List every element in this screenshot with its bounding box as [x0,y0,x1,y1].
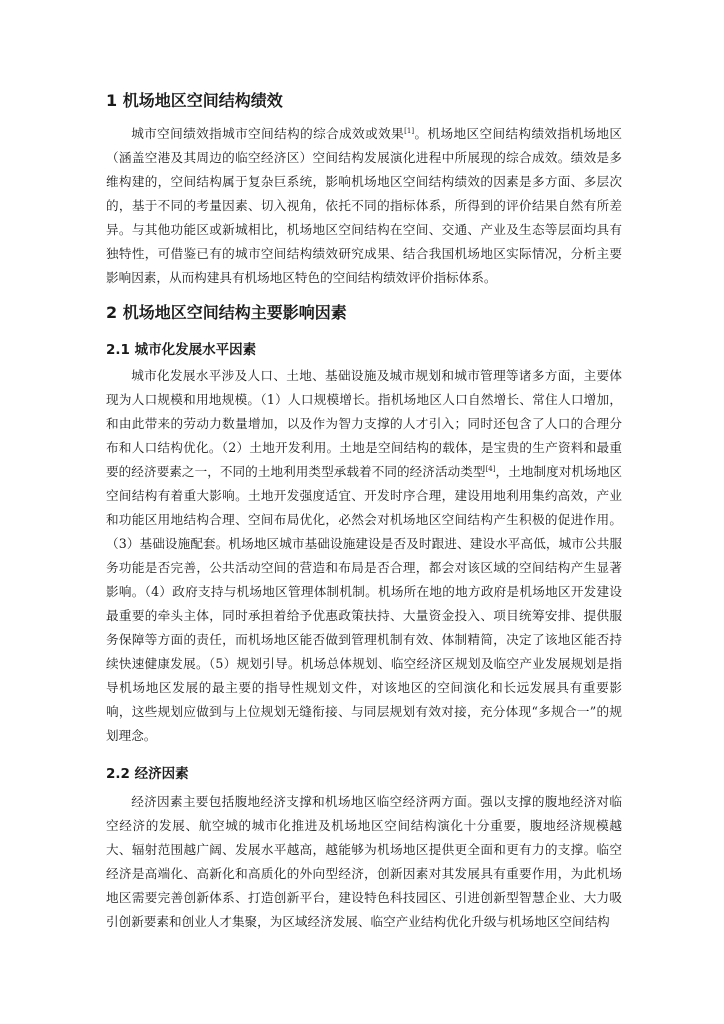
section-1-heading: 1 机场地区空间结构绩效 [106,91,283,110]
section-2-2-heading: 2.2 经济因素 [106,766,189,782]
section-2-1-heading: 2.1 城市化发展水平因素 [106,342,257,358]
section-2-2-paragraph: 经济因素主要包括腹地经济支撑和机场地区临空经济两方面。强以支撑的腹地经济对临空经济的发展、航空城的城市化推进及机场地区空间结构演化十分重要，腹地经济规模越大、辐射范围越广阔、发展水平越高，越能够为机场地区提供更全面和更有力的支撑。临空经济是高端化、高新化和高质化的外向型经济，创新因素对其发展具有重要作用，为此机场地区需要完善创新体系、打造创新平台，建设特色科技园区、引进创新型智慧企业、大力吸引创新要素和创业人才集聚，为区域经济发展、临空产业结构优化升级与机场地区空间结构 [106,794,622,929]
section-1-text-a: 城市空间绩效指城市空间结构的综合成效或效果 [131,126,405,141]
section-1-text-b: 。机场地区空间结构绩效指机场地区（涵盖空港及其周边的临空经济区）空间结构发展演化进程中所展现的综合成效。绩效是多维构建的，空间结构属于复杂巨系统，影响机场地区空间结构绩效的因素是多方面、多层次的，基于不同的考量因素、切入视角，依托不同的指标体系，所得到的评价结果自然有所差异。与其他功能区或新城相比，机场地区空间结构在空间、交通、产业及生态等层面均具有独特性，可借鉴已有的城市空间结构绩效研究成果、结合我国机场地区实际情况，分析主要影响因素，从而构建具有机场地区特色的空间结构绩效评价指标体系。 [106,126,623,285]
section-2-1-paragraph [106,364,622,748]
section-2-1-text-a: 城市化发展水平涉及人口、土地、基础设施及城市规划和城市管理等诸多方面，主要体现为人口规模和用地规模。（1）人口规模增长。指机场地区人口自然增长、常住人口增加，和由此带来的劳动力数量增加，以及作为智力支撑的人才引入；同时还包含了人口的合理分布和人口结构优化。（2）土地开发利用。土地是空间结构的载体，是宝贵的生产资料和最重要的经济要素之一，不同的土地利用类型承载着不同的经济活动类型 [106,368,622,479]
section-2-heading: 2 机场地区空间结构主要影响因素 [106,303,347,322]
section-2-1-text-b: ，土地制度对机场地区空间结构有着重大影响。土地开发强度适宜、开发时序合理，建设用地利用集约高效，产业和功能区用地结构合理、空间布局优化，必然会对机场地区空间结构产生积极的促进作用。（3）基础设施配套。机场地区城市基础设施建设是否及时跟进、建设水平高低，城市公共服务功能是否完善，公共活动空间的营造和布局是否合理，都会对该区域的空间结构产生显著影响。（4）政府支持与机场地区管理体制机制。机场所在地的地方政府是机场地区开发建设最重要的牵头主体，同时承担着给予优惠政策扶持、大量资金投入、项目统筹安排、提供服务保障等方面的责任，而机场地区能否做到管理机制有效、体制精简，决定了该地区能否持续快速健康发展。（5）规划引导。机场总体规划、临空经济区规划及临空产业发展规划是指导机场地区发展的最主要的指导性规划文件，对该地区的空间演化和长远发展具有重要影响，这些规划应做到与上位规划无缝衔接、与同层规划有效对接，充分体现“多规合一”的规划理念。 [106,464,623,743]
citation-1: [1] [404,127,415,135]
section-1-paragraph [106,122,622,290]
citation-4: [4] [485,465,496,473]
